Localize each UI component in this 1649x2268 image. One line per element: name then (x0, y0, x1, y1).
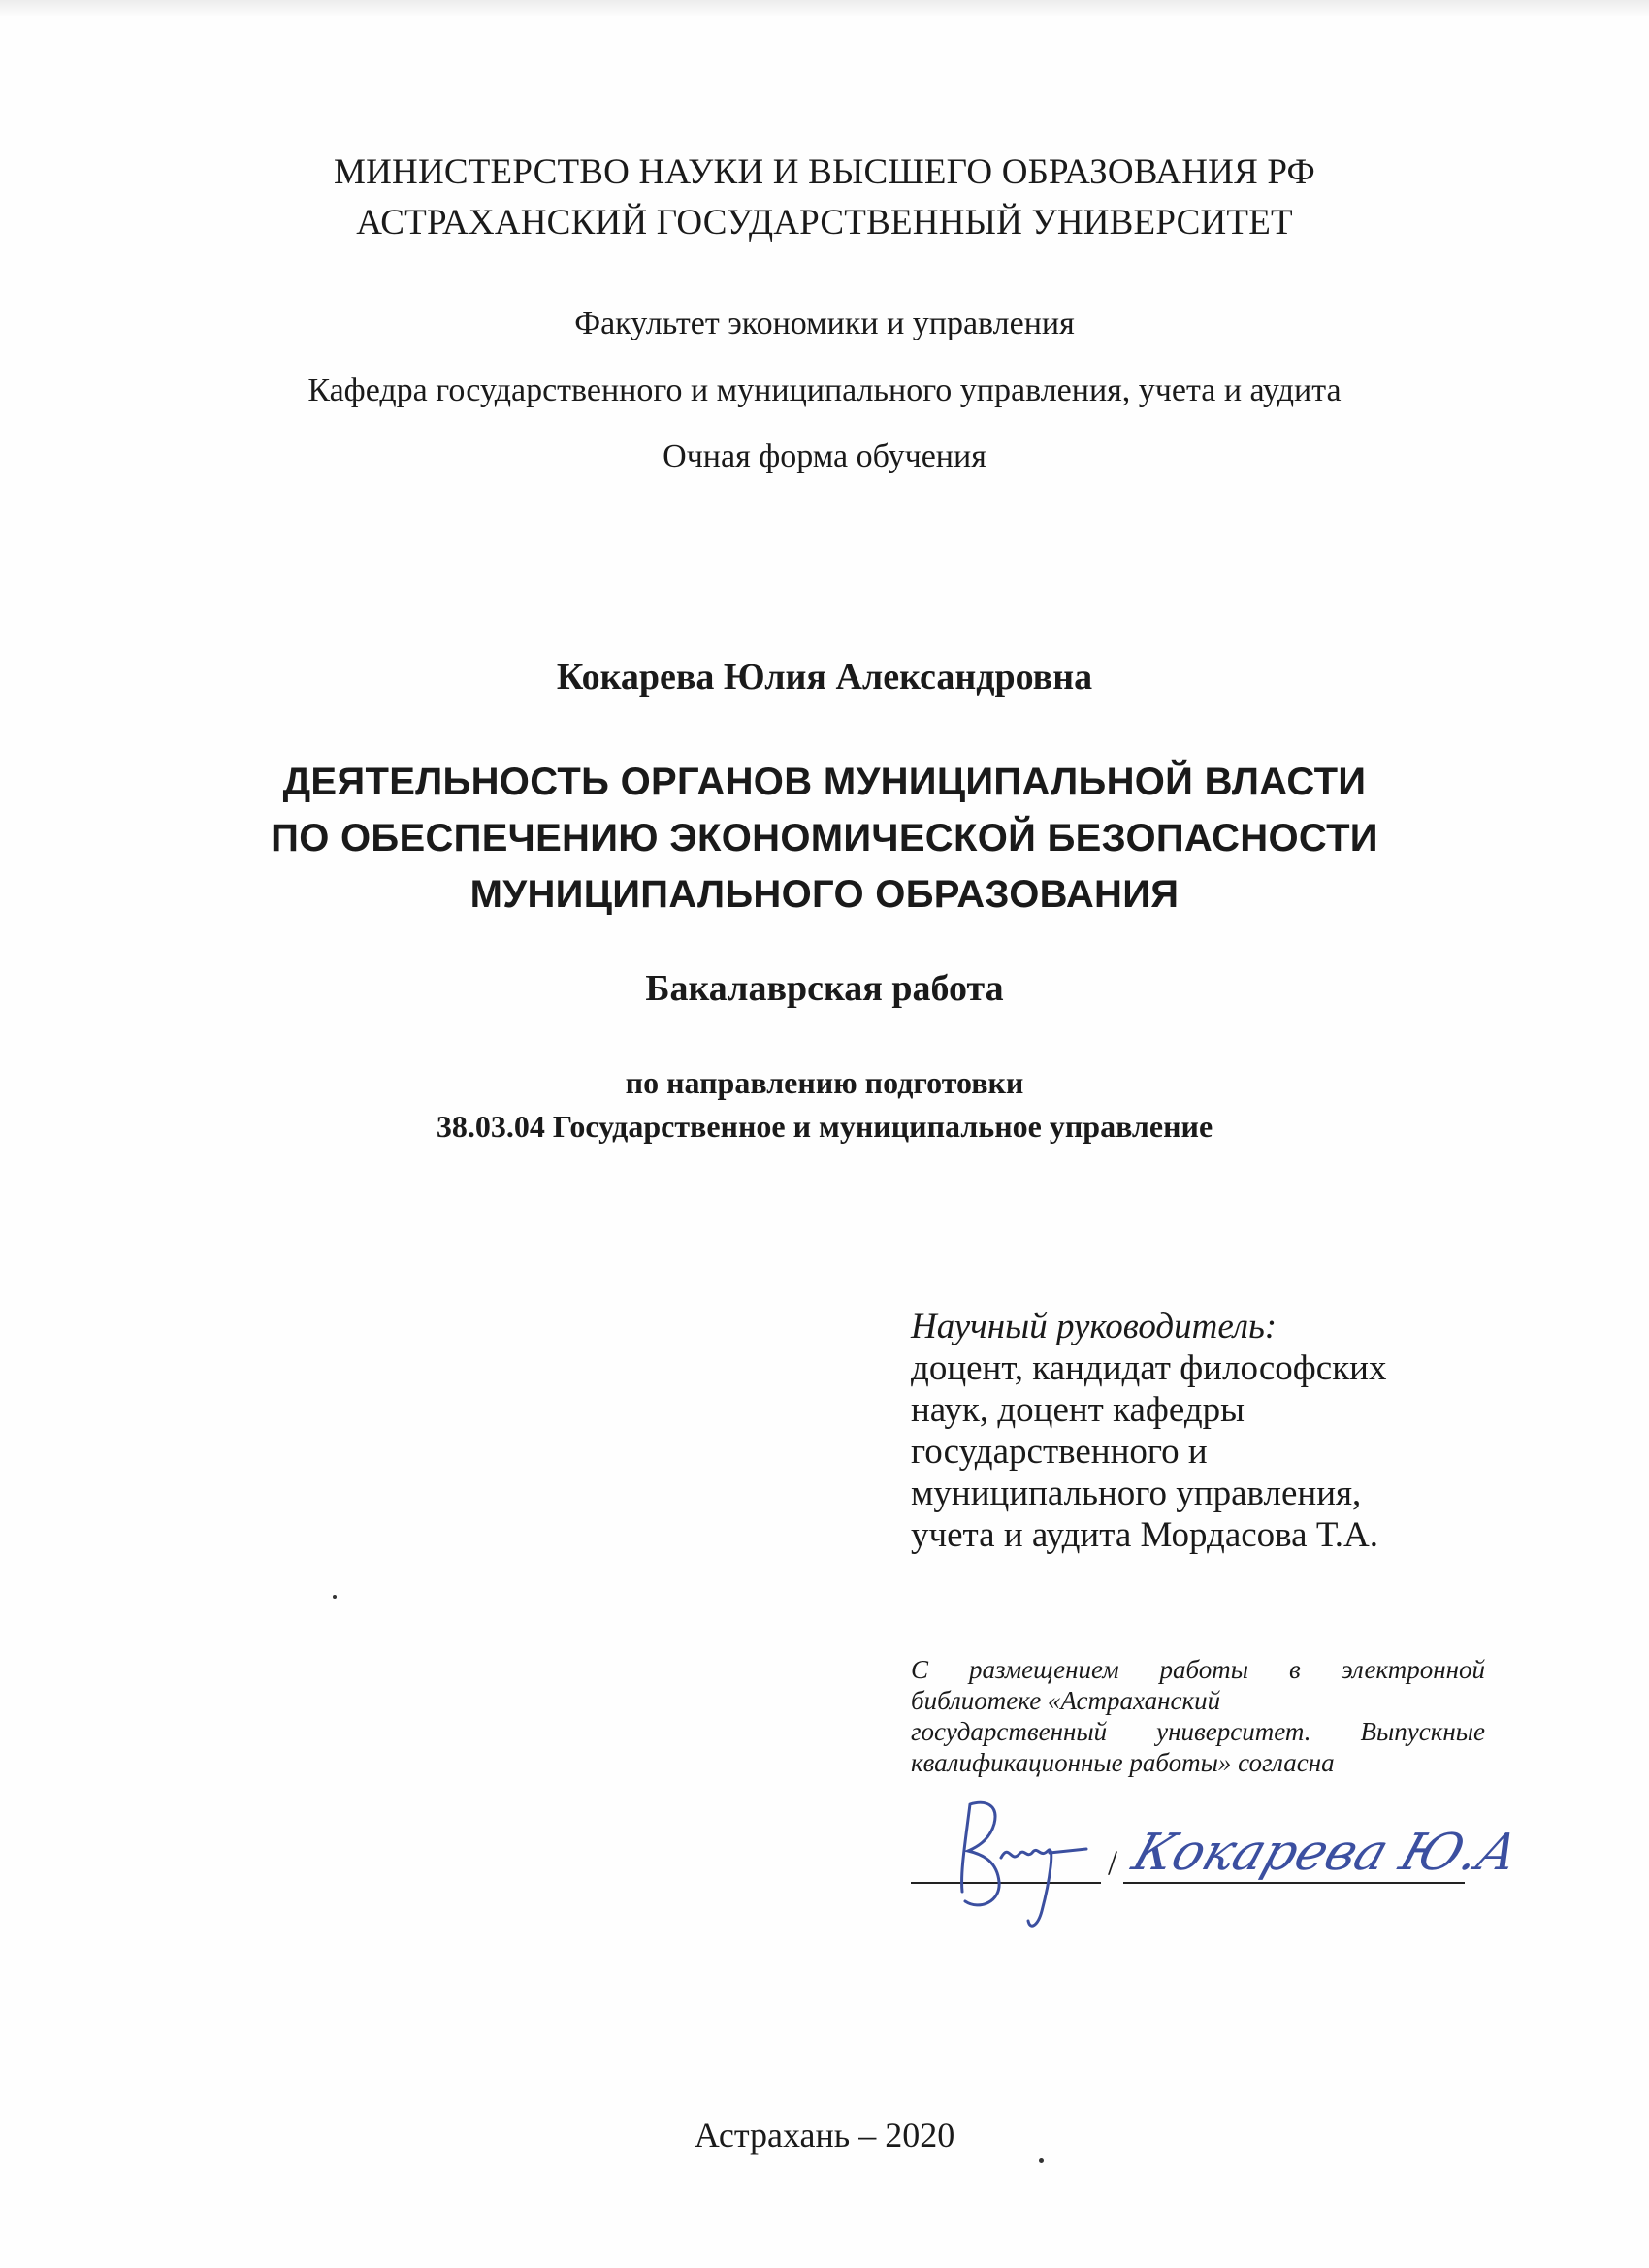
signature-separator: / (1108, 1843, 1118, 1882)
department-name: Кафедра государственного и муниципального управления, учета и аудита (307, 373, 1342, 408)
faculty-name: Факультет экономики и управления (574, 306, 1075, 341)
svg-text:Кокарева Ю.А: Кокарева Ю.А (1125, 1822, 1527, 1882)
handwritten-signature-icon (941, 1766, 1125, 1940)
publication-consent (911, 1654, 1485, 1778)
supervisor-line: наук, доцент кафедры (911, 1390, 1245, 1430)
thesis-title-line-3: МУНИЦИПАЛЬНОГО ОБРАЗОВАНИЯ (469, 873, 1180, 916)
study-form: Очная форма обучения (663, 438, 986, 474)
scan-speck (1039, 2158, 1044, 2163)
ministry-heading: МИНИСТЕРСТВО НАУКИ И ВЫСШЕГО ОБРАЗОВАНИЯ РФ (334, 152, 1315, 192)
supervisor-line: государственного и (911, 1432, 1208, 1472)
thesis-title-line-2: ПО ОБЕСПЕЧЕНИЮ ЭКОНОМИЧЕСКОЙ БЕЗОПАСНОСТИ (271, 817, 1378, 859)
thesis-title-line-1: ДЕЯТЕЛЬНОСТЬ ОРГАНОВ МУНИЦИПАЛЬНОЙ ВЛАСТИ (282, 761, 1367, 803)
consent-line: государственный университет. Выпускные (911, 1717, 1485, 1746)
supervisor-block (911, 1306, 1512, 1556)
consent-line: библиотеке «Астраханский (911, 1686, 1221, 1715)
university-heading: АСТРАХАНСКИЙ ГОСУДАРСТВЕННЫЙ УНИВЕРСИТЕТ (356, 203, 1293, 243)
author-name: Кокарева Юлия Александровна (556, 657, 1093, 697)
direction-label: по направлению подготовки (625, 1065, 1024, 1100)
supervisor-line: учета и аудита Мордасова Т.А. (911, 1515, 1378, 1555)
scan-edge-shadow (0, 0, 1649, 17)
city-year: Астрахань – 2020 (694, 2116, 955, 2155)
consent-line: квалификационные работы» согласна (911, 1748, 1335, 1777)
supervisor-label: Научный руководитель: (911, 1307, 1277, 1346)
direction-program: 38.03.04 Государственное и муниципальное управление (436, 1109, 1213, 1144)
consent-line: С размещением работы в электронной (911, 1655, 1485, 1684)
scan-speck (333, 1595, 337, 1599)
supervisor-line: доцент, кандидат философских (911, 1348, 1387, 1388)
supervisor-line: муниципального управления, (911, 1474, 1362, 1513)
handwritten-name-icon (1125, 1799, 1527, 1887)
work-type: Бакалаврская работа (645, 968, 1004, 1009)
